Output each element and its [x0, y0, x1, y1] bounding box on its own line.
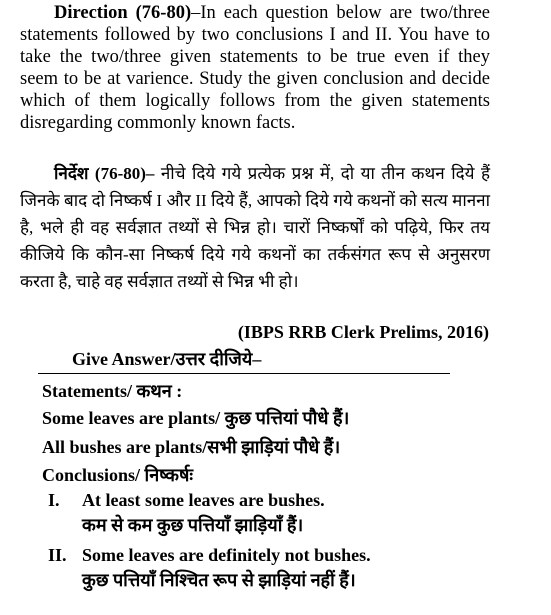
divider — [38, 373, 450, 374]
direction-heading: Direction (76-80) — [54, 3, 192, 23]
statement-1: Some leaves are plants/ कुछ पत्तियां पौधे हैं। — [42, 408, 350, 428]
statements-heading: Statements/ कथन : — [42, 381, 183, 401]
conclusion-2-hindi: कुछ पत्तियाँ निश्चित रूप से झाड़ियां नहीं हैं। — [82, 570, 356, 590]
exam-source: (IBPS RRB Clerk Prelims, 2016) — [237, 322, 489, 342]
conclusion-2-english: Some leaves are definitely not bushes. — [82, 545, 371, 565]
conclusions-heading: Conclusions/ निष्कर्षः — [42, 465, 194, 485]
conclusion-1-english: At least some leaves are bushes. — [82, 490, 325, 510]
direction-text: –In each question below are two/three statements followed by two conclusions I and II. You have to take the two/three given statements to be true even if they seem to be at varience. Study the given conclusion and decide which of them logically follows from the given statements disregarding commonly known facts. — [20, 3, 490, 133]
direction-paragraph — [20, 2, 490, 134]
statement-2: All bushes are plants/सभी झाड़ियां पौधे हैं। — [42, 437, 341, 457]
nirdesh-heading: निर्देश (76-80)– — [54, 164, 155, 183]
give-answer-label: Give Answer/उत्तर दीजिये– — [72, 349, 262, 369]
conclusion-1-hindi: कम से कम कुछ पत्तियाँ झाड़ियाँ हैं। — [82, 515, 304, 535]
conclusion-2-number: II. — [48, 545, 67, 565]
conclusion-1-number: I. — [48, 490, 60, 510]
nirdesh-paragraph — [20, 160, 490, 295]
nirdesh-text: नीचे दिये गये प्रत्येक प्रश्न में, दो या तीन कथन दिये हैं जिनके बाद दो निष्कर्ष I और II दिये हैं, आपको दिये गये कथनों को सत्य मानना है, भले ही वह सर्वज्ञात तथ्यों से भिन्न हो। चारों निष्कर्षों को पढ़िये, फिर तय कीजिये कि कौन-सा निष्कर्ष दिये गये कथनों का तर्कसंगत रूप से अनुसरण करता है, चाहे वह सर्वज्ञात तथ्यों से भिन्न भी हो। — [20, 164, 490, 291]
